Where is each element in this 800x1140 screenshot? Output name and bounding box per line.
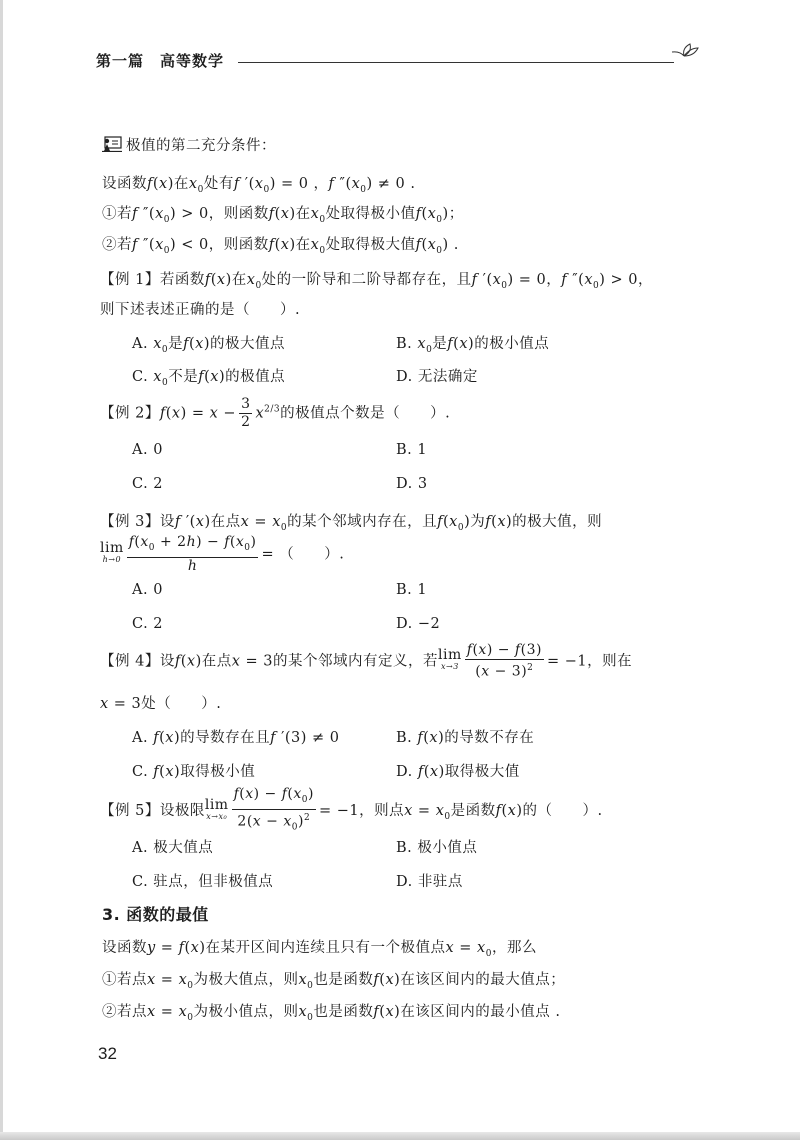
section-3-para-2: ①若点$x = x_0$为极大值点，则$x_0$也是函数f(x)在该区间内的最大值点；	[102, 972, 566, 991]
section-3-para-1: 设函数y = f(x)在某开区间内连续且只有一个极值点$x = x_0$，那么	[102, 940, 537, 959]
example-5-option-a: A. 极大值点	[132, 840, 214, 856]
intro-heading-text: 极值的第二充分条件：	[126, 138, 276, 154]
page-edge-bottom	[0, 1132, 800, 1140]
example-3-option-b: B. 1	[396, 582, 428, 598]
example-3-limit: lim h→0 $\frac{f(x_0 + 2h) - f(x_0)}{h}$ = （ ）.	[100, 534, 345, 574]
sprout-icon	[668, 38, 700, 66]
example-4-option-d: D. f(x)取得极大值	[396, 764, 520, 780]
example-4-option-c: C. f(x)取得极小值	[132, 764, 256, 780]
intro-rule-1: ①若f $''(x_0) > 0$，则函数f(x)在$x_0$处取得极小值$f(x_0)$；	[102, 206, 464, 225]
section-3-para-3: ②若点$x = x_0$为极小值点，则$x_0$也是函数f(x)在该区间内的最小值点 .	[102, 1004, 561, 1023]
header-rule	[238, 62, 674, 63]
example-4-option-a: A. f(x)的导数存在且f ′(3) ≠ 0	[132, 730, 340, 746]
example-1-option-b: B. $x_0$是f(x)的极小值点	[396, 336, 550, 355]
example-4-option-b: B. f(x)的导数不存在	[396, 730, 535, 746]
example-5-option-d: D. 非驻点	[396, 874, 463, 890]
example-3-option-d: D. −2	[396, 616, 441, 632]
example-1-option-a: A. $x_0$是f(x)的极大值点	[132, 336, 286, 355]
example-2-option-a: A. 0	[132, 442, 163, 458]
example-2-stem: 【例 2】f(x) = x − $\frac{3}{2}$ $x^{2/3}$的极值点个数是（ ）.	[100, 396, 451, 430]
example-1-option-c: C. $x_0$不是f(x)的极值点	[132, 369, 286, 388]
example-5-option-c: C. 驻点，但非极值点	[132, 874, 274, 890]
running-header	[96, 50, 700, 80]
example-1-option-d: D. 无法确定	[396, 369, 478, 385]
example-2-option-c: C. 2	[132, 476, 164, 492]
intro-heading	[102, 134, 276, 155]
section-3-title: 3. 函数的最值	[102, 905, 209, 924]
teacher-icon	[102, 136, 122, 152]
example-2-option-b: B. 1	[396, 442, 428, 458]
example-3-stem: 【例 3】设f ′(x)在点$x = x_0$的某个邻域内存在，且$f(x_0)$为f(x)的极大值，则	[100, 514, 603, 533]
example-3-option-a: A. 0	[132, 582, 163, 598]
intro-rule-2: ②若f $''(x_0) < 0$，则函数f(x)在$x_0$处取得极大值$f(x_0)$ .	[102, 237, 459, 256]
example-4-stem-2: x = 3处（ ）.	[100, 696, 222, 712]
example-3-option-c: C. 2	[132, 616, 164, 632]
page-edge	[0, 0, 3, 1140]
page-number: 32	[98, 1044, 117, 1063]
example-4-stem: 【例 4】设f(x)在点x = 3的某个邻域内有定义，若 lim x→3 $\frac{f(x) - f(3)}{(x - 3)^2}$ = −1，则在	[100, 642, 633, 680]
intro-condition: 设函数f(x)在$x_0$处有f $'(x_0) = 0$ ，f $''(x_0) \ne 0$ .	[102, 176, 416, 195]
example-2-option-d: D. 3	[396, 476, 428, 492]
example-5-option-b: B. 极小值点	[396, 840, 478, 856]
header-title: 第一篇 高等数学	[96, 52, 225, 70]
example-5-stem: 【例 5】设极限 lim x→x₀ $\frac{f(x) - f(x_0)}{2(x - x_0)^2}$ = −1，则点$x = x_0$是函数f(x)的（ ）.	[100, 786, 603, 833]
example-1-stem-2: 则下述表述正确的是（ ）.	[100, 302, 301, 318]
example-1-stem: 【例 1】若函数f(x)在$x_0$处的一阶导和二阶导都存在，且f $'(x_0) = 0$，f $''(x_0) > 0$，	[100, 272, 654, 291]
